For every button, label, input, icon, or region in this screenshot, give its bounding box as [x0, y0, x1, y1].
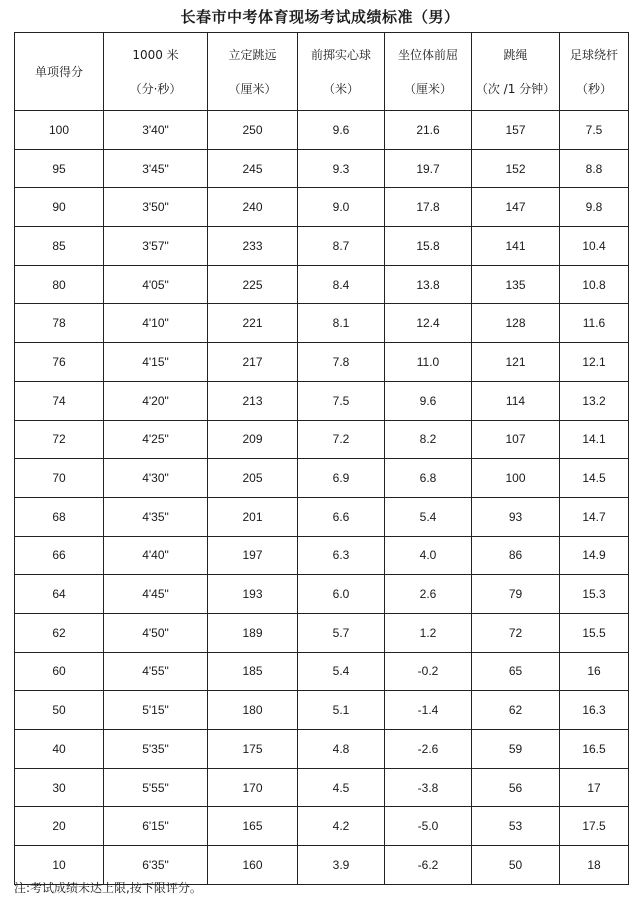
cell-1000m: 4'40": [104, 536, 208, 575]
cell-sit-and-reach: -1.4: [385, 691, 472, 730]
cell-standing-jump: 175: [208, 730, 298, 769]
cell-standing-jump: 165: [208, 807, 298, 846]
cell-score: 100: [15, 111, 104, 150]
cell-football-dribble: 10.8: [560, 265, 629, 304]
header-rope-skipping-unit: （次 /1 分钟）: [475, 81, 556, 96]
cell-1000m: 6'15": [104, 807, 208, 846]
cell-sit-and-reach: -5.0: [385, 807, 472, 846]
cell-sit-and-reach: 8.2: [385, 420, 472, 459]
cell-shot-put: 4.5: [298, 768, 385, 807]
cell-1000m: 3'40": [104, 111, 208, 150]
cell-shot-put: 5.4: [298, 652, 385, 691]
cell-rope-skipping: 100: [472, 459, 560, 498]
cell-shot-put: 6.0: [298, 575, 385, 614]
cell-standing-jump: 250: [208, 111, 298, 150]
cell-sit-and-reach: 4.0: [385, 536, 472, 575]
cell-sit-and-reach: 13.8: [385, 265, 472, 304]
cell-1000m: 4'30": [104, 459, 208, 498]
cell-rope-skipping: 157: [472, 111, 560, 150]
cell-football-dribble: 14.1: [560, 420, 629, 459]
table-row: [15, 807, 629, 846]
table-header-row: [15, 33, 629, 111]
cell-standing-jump: 209: [208, 420, 298, 459]
cell-sit-and-reach: -3.8: [385, 768, 472, 807]
cell-rope-skipping: 50: [472, 846, 560, 885]
cell-standing-jump: 221: [208, 304, 298, 343]
table-row: [15, 768, 629, 807]
cell-1000m: 4'50": [104, 613, 208, 652]
footnote: 注:考试成绩未达上限,按下限评分。: [14, 881, 202, 895]
cell-rope-skipping: 59: [472, 730, 560, 769]
cell-shot-put: 7.2: [298, 420, 385, 459]
cell-standing-jump: 189: [208, 613, 298, 652]
cell-shot-put: 4.8: [298, 730, 385, 769]
cell-sit-and-reach: 2.6: [385, 575, 472, 614]
cell-score: 78: [15, 304, 104, 343]
cell-1000m: 5'55": [104, 768, 208, 807]
table-row: [15, 381, 629, 420]
cell-rope-skipping: 62: [472, 691, 560, 730]
cell-1000m: 4'25": [104, 420, 208, 459]
cell-shot-put: 8.4: [298, 265, 385, 304]
table-row: [15, 343, 629, 382]
cell-score: 90: [15, 188, 104, 227]
table-row: [15, 265, 629, 304]
cell-football-dribble: 12.1: [560, 343, 629, 382]
table-row: [15, 227, 629, 266]
cell-1000m: 4'55": [104, 652, 208, 691]
cell-1000m: 4'15": [104, 343, 208, 382]
cell-shot-put: 5.1: [298, 691, 385, 730]
cell-standing-jump: 193: [208, 575, 298, 614]
header-1000m-label: 1000 米: [132, 47, 179, 62]
cell-sit-and-reach: 1.2: [385, 613, 472, 652]
cell-score: 70: [15, 459, 104, 498]
cell-1000m: 4'05": [104, 265, 208, 304]
cell-score: 72: [15, 420, 104, 459]
cell-football-dribble: 13.2: [560, 381, 629, 420]
cell-rope-skipping: 121: [472, 343, 560, 382]
cell-sit-and-reach: 15.8: [385, 227, 472, 266]
cell-sit-and-reach: 17.8: [385, 188, 472, 227]
cell-shot-put: 8.1: [298, 304, 385, 343]
cell-football-dribble: 15.5: [560, 613, 629, 652]
header-standing-jump: [208, 33, 298, 111]
score-standard-table: [14, 32, 629, 885]
cell-sit-and-reach: 5.4: [385, 497, 472, 536]
header-score: [15, 33, 104, 111]
table-row: [15, 652, 629, 691]
cell-shot-put: 9.3: [298, 149, 385, 188]
cell-rope-skipping: 135: [472, 265, 560, 304]
cell-sit-and-reach: -6.2: [385, 846, 472, 885]
cell-standing-jump: 201: [208, 497, 298, 536]
header-shot-put-label: 前掷实心球: [310, 47, 371, 62]
cell-football-dribble: 14.7: [560, 497, 629, 536]
cell-score: 95: [15, 149, 104, 188]
cell-sit-and-reach: 9.6: [385, 381, 472, 420]
cell-standing-jump: 217: [208, 343, 298, 382]
cell-shot-put: 6.3: [298, 536, 385, 575]
cell-1000m: 4'35": [104, 497, 208, 536]
cell-football-dribble: 10.4: [560, 227, 629, 266]
cell-rope-skipping: 147: [472, 188, 560, 227]
header-rope-skipping-label: 跳绳: [503, 47, 528, 62]
cell-football-dribble: 8.8: [560, 149, 629, 188]
cell-football-dribble: 7.5: [560, 111, 629, 150]
cell-standing-jump: 213: [208, 381, 298, 420]
table-row: [15, 730, 629, 769]
cell-shot-put: 9.0: [298, 188, 385, 227]
cell-sit-and-reach: 19.7: [385, 149, 472, 188]
cell-sit-and-reach: 21.6: [385, 111, 472, 150]
cell-rope-skipping: 56: [472, 768, 560, 807]
cell-score: 80: [15, 265, 104, 304]
table-row: [15, 691, 629, 730]
cell-rope-skipping: 86: [472, 536, 560, 575]
cell-rope-skipping: 152: [472, 149, 560, 188]
table-row: [15, 188, 629, 227]
header-football-dribble-unit: （秒）: [575, 81, 612, 96]
cell-score: 50: [15, 691, 104, 730]
table-row: [15, 304, 629, 343]
page-title: 长春市中考体育现场考试成绩标准（男）: [180, 8, 460, 26]
cell-score: 64: [15, 575, 104, 614]
cell-1000m: 3'50": [104, 188, 208, 227]
cell-shot-put: 3.9: [298, 846, 385, 885]
cell-shot-put: 6.6: [298, 497, 385, 536]
table-row: [15, 575, 629, 614]
cell-1000m: 6'35": [104, 846, 208, 885]
cell-standing-jump: 180: [208, 691, 298, 730]
cell-standing-jump: 197: [208, 536, 298, 575]
cell-1000m: 3'45": [104, 149, 208, 188]
cell-sit-and-reach: 11.0: [385, 343, 472, 382]
cell-football-dribble: 14.5: [560, 459, 629, 498]
cell-rope-skipping: 114: [472, 381, 560, 420]
table-row: [15, 497, 629, 536]
cell-1000m: 5'15": [104, 691, 208, 730]
cell-standing-jump: 170: [208, 768, 298, 807]
cell-1000m: 4'20": [104, 381, 208, 420]
table-row: [15, 111, 629, 150]
cell-shot-put: 7.5: [298, 381, 385, 420]
cell-1000m: 4'10": [104, 304, 208, 343]
cell-shot-put: 7.8: [298, 343, 385, 382]
cell-football-dribble: 17.5: [560, 807, 629, 846]
header-sit-and-reach-label: 坐位体前屈: [397, 47, 458, 62]
table-row: [15, 459, 629, 498]
cell-standing-jump: 205: [208, 459, 298, 498]
cell-sit-and-reach: 6.8: [385, 459, 472, 498]
cell-score: 40: [15, 730, 104, 769]
cell-score: 74: [15, 381, 104, 420]
table-body: [15, 111, 629, 885]
cell-score: 68: [15, 497, 104, 536]
cell-football-dribble: 15.3: [560, 575, 629, 614]
cell-football-dribble: 18: [560, 846, 629, 885]
cell-football-dribble: 11.6: [560, 304, 629, 343]
cell-sit-and-reach: 12.4: [385, 304, 472, 343]
header-sit-and-reach: [385, 33, 472, 111]
header-score-label: 单项得分: [34, 64, 83, 79]
cell-score: 10: [15, 846, 104, 885]
cell-rope-skipping: 107: [472, 420, 560, 459]
cell-football-dribble: 17: [560, 768, 629, 807]
cell-shot-put: 6.9: [298, 459, 385, 498]
header-1000m-unit: （分·秒）: [129, 81, 182, 96]
table-row: [15, 536, 629, 575]
table-row: [15, 613, 629, 652]
cell-rope-skipping: 72: [472, 613, 560, 652]
header-shot-put-unit: （米）: [322, 81, 359, 96]
cell-1000m: 3'57": [104, 227, 208, 266]
header-shot-put: [298, 33, 385, 111]
cell-1000m: 4'45": [104, 575, 208, 614]
cell-rope-skipping: 93: [472, 497, 560, 536]
header-football-dribble-label: 足球绕杆: [569, 47, 618, 62]
cell-rope-skipping: 79: [472, 575, 560, 614]
cell-standing-jump: 240: [208, 188, 298, 227]
header-standing-jump-unit: （厘米）: [228, 81, 277, 96]
cell-rope-skipping: 128: [472, 304, 560, 343]
table-row: [15, 420, 629, 459]
cell-shot-put: 9.6: [298, 111, 385, 150]
cell-standing-jump: 225: [208, 265, 298, 304]
cell-football-dribble: 16.5: [560, 730, 629, 769]
cell-score: 30: [15, 768, 104, 807]
cell-score: 60: [15, 652, 104, 691]
cell-football-dribble: 9.8: [560, 188, 629, 227]
table-row: [15, 149, 629, 188]
cell-shot-put: 5.7: [298, 613, 385, 652]
header-1000m: [104, 33, 208, 111]
cell-rope-skipping: 65: [472, 652, 560, 691]
cell-shot-put: 8.7: [298, 227, 385, 266]
header-rope-skipping: [472, 33, 560, 111]
cell-standing-jump: 185: [208, 652, 298, 691]
cell-score: 85: [15, 227, 104, 266]
cell-rope-skipping: 53: [472, 807, 560, 846]
header-football-dribble: [560, 33, 629, 111]
cell-rope-skipping: 141: [472, 227, 560, 266]
cell-1000m: 5'35": [104, 730, 208, 769]
cell-standing-jump: 160: [208, 846, 298, 885]
cell-shot-put: 4.2: [298, 807, 385, 846]
cell-standing-jump: 233: [208, 227, 298, 266]
cell-sit-and-reach: -2.6: [385, 730, 472, 769]
cell-score: 76: [15, 343, 104, 382]
cell-score: 20: [15, 807, 104, 846]
cell-sit-and-reach: -0.2: [385, 652, 472, 691]
cell-football-dribble: 16.3: [560, 691, 629, 730]
header-sit-and-reach-unit: （厘米）: [403, 81, 452, 96]
cell-standing-jump: 245: [208, 149, 298, 188]
cell-football-dribble: 14.9: [560, 536, 629, 575]
header-standing-jump-label: 立定跳远: [228, 47, 277, 62]
cell-football-dribble: 16: [560, 652, 629, 691]
cell-score: 66: [15, 536, 104, 575]
cell-score: 62: [15, 613, 104, 652]
